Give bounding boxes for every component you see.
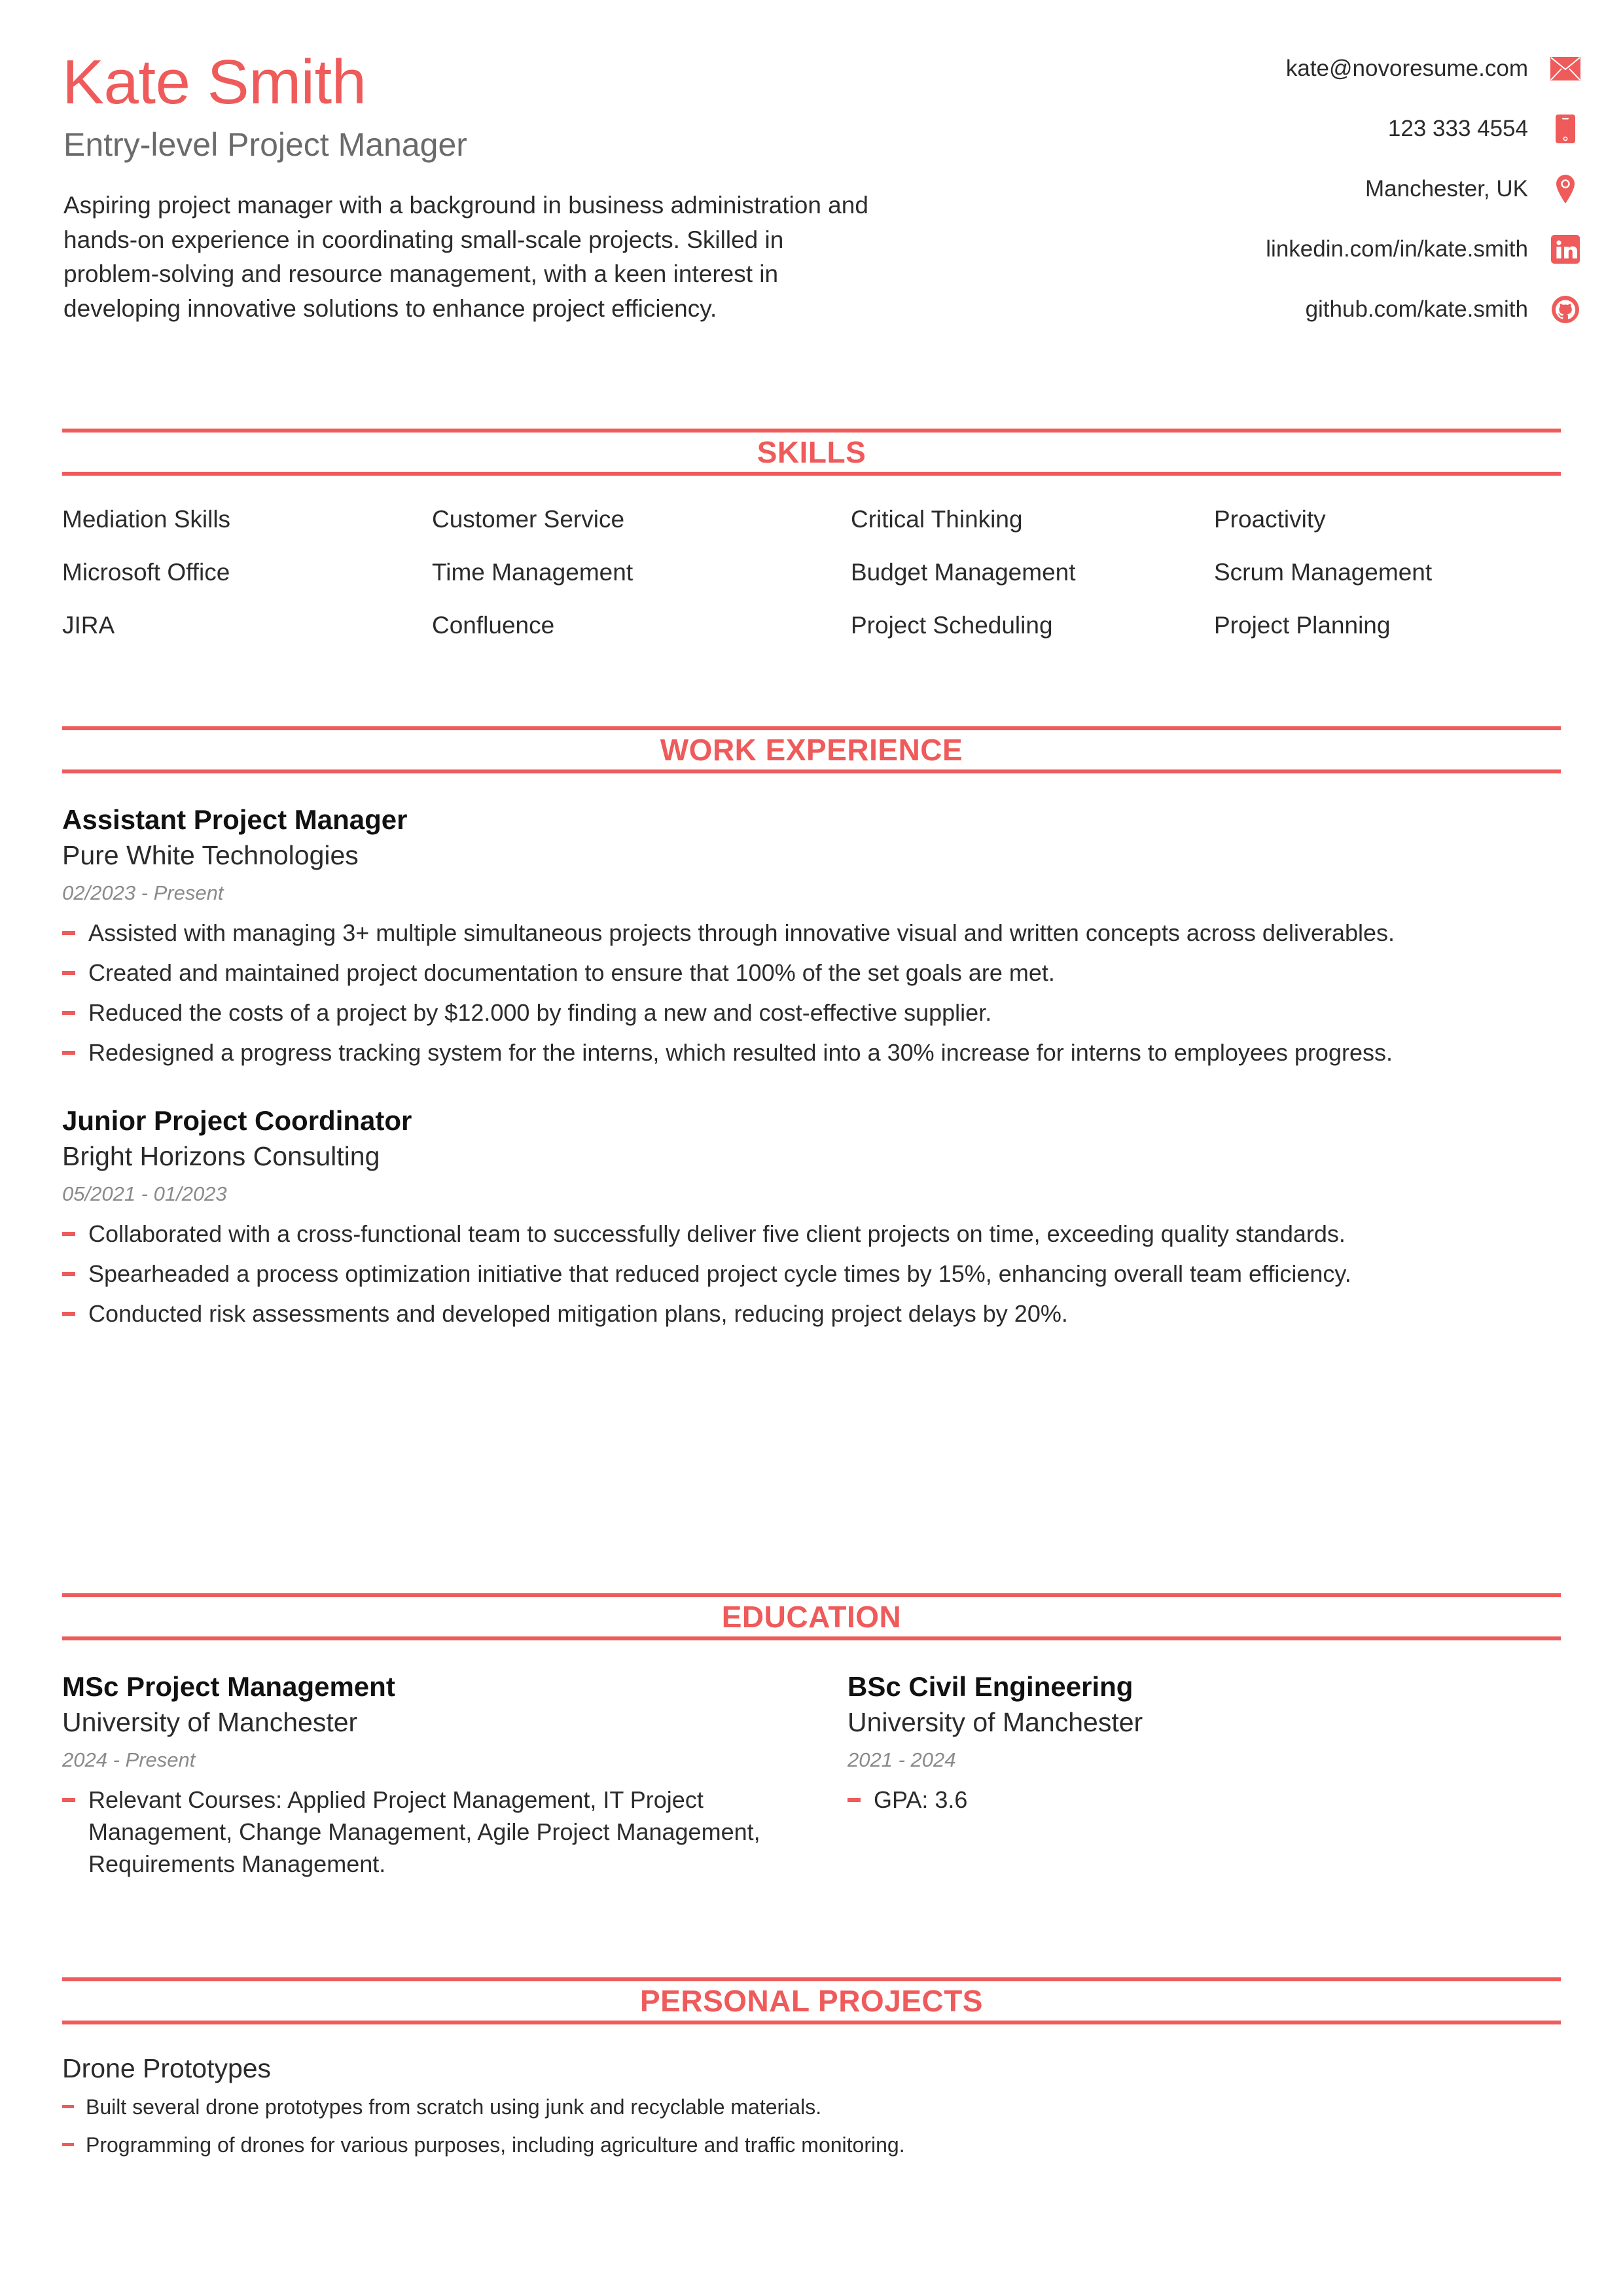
personal-projects-section-header [62,1977,1561,2024]
skill-item: Critical Thinking [851,506,1023,533]
project-bullets [62,2093,1561,2159]
work-entry-company: Pure White Technologies [62,840,359,871]
contact-list [919,52,1580,326]
divider-bottom [62,472,1561,476]
github-icon [1550,294,1580,325]
contact-linkedin-text: linkedin.com/in/kate.smith [1266,236,1528,262]
skill-item: Confluence [432,612,555,639]
professional-summary: Aspiring project manager with a background in business administration and hands-on experience in coordinating small-scale projects. Skilled in problem-solving and resource management, with a keen interest in developing innovative solutions to enhance project efficiency. [63,192,868,322]
work-entry-bullets [62,917,1561,1069]
contact-location-text: Manchester, UK [1365,176,1528,202]
bullet-item: Created and maintained project documentation to ensure that 100% of the set goals are met. [62,957,1561,989]
work-entry-bullets [62,1218,1561,1330]
skill-item: Customer Service [432,506,625,533]
candidate-name: Kate Smith [62,47,366,117]
bullet-item: Collaborated with a cross-functional team to successfully deliver five client projects on time, exceeding quality standards. [62,1218,1561,1250]
skills-title: SKILLS [757,435,866,469]
bullet-item: Built several drone prototypes from scratch using junk and recyclable materials. [62,2093,1561,2122]
bullet-item: Programming of drones for various purposes, including agriculture and traffic monitoring. [62,2131,1561,2160]
work-entry [62,1106,1561,1330]
skill-item: Budget Management [851,559,1076,586]
bullet-item: Redesigned a progress tracking system for the interns, which resulted into a 30% increase for interns to employees progress. [62,1037,1561,1069]
work-experience-title: WORK EXPERIENCE [660,733,963,767]
bullet-item: Assisted with managing 3+ multiple simultaneous projects through innovative visual and written concepts across deliverables. [62,917,1561,949]
contact-item-phone[interactable] [919,113,1580,145]
education-bullets [62,1784,847,1881]
education-title: EDUCATION [721,1600,902,1634]
skills-section-header [62,429,1561,476]
contact-item-linkedin[interactable] [919,233,1580,266]
skill-item: Proactivity [1214,506,1326,533]
divider-top [62,1593,1561,1597]
bullet-item: GPA: 3.6 [847,1784,1561,1816]
work-entry-company: Bright Horizons Consulting [62,1141,380,1172]
work-experience-section-header [62,726,1561,773]
work-entry-title: Junior Project Coordinator [62,1105,412,1137]
resume-header [0,0,1623,393]
contact-email-text: kate@novoresume.com [1285,56,1528,81]
work-entry [62,805,1561,1069]
bullet-item: Relevant Courses: Applied Project Management, IT Project Management, Change Management, Agile Project Management, Requirements Management. [62,1784,782,1881]
contact-github-text: github.com/kate.smith [1305,296,1528,322]
education-degree: BSc Civil Engineering [847,1671,1133,1702]
skill-item: Time Management [432,559,633,586]
divider-bottom [62,2021,1561,2024]
education-section [62,1593,1561,1881]
linkedin-icon [1550,234,1580,264]
divider-bottom [62,769,1561,773]
skills-grid [62,507,1561,637]
bullet-item: Conducted risk assessments and developed mitigation plans, reducing project delays by 20%. [62,1298,1561,1330]
skill-item: Project Planning [1214,612,1391,639]
project-name: Drone Prototypes [62,2053,272,2083]
phone-icon [1550,114,1580,144]
divider-top [62,1977,1561,1981]
email-icon [1550,54,1580,84]
contact-phone-text: 123 333 4554 [1387,116,1528,141]
personal-projects-title: PERSONAL PROJECTS [640,1984,983,2018]
bullet-item: Reduced the costs of a project by $12.000 by finding a new and cost-effective supplier. [62,997,1561,1029]
work-experience-section [62,726,1561,1330]
education-entry [62,1672,847,1881]
education-bullets [847,1784,1561,1816]
education-section-header [62,1593,1561,1640]
skill-item: Microsoft Office [62,559,230,586]
contact-item-github[interactable] [919,293,1580,326]
bullet-item: Spearheaded a process optimization initiative that reduced project cycle times by 15%, enhancing overall team efficiency. [62,1258,1561,1290]
candidate-job-title: Entry-level Project Manager [63,126,467,163]
skill-item: JIRA [62,612,115,639]
education-school: University of Manchester [62,1707,358,1738]
education-date: 2024 - Present [62,1748,196,1772]
education-date: 2021 - 2024 [847,1748,956,1772]
skill-item: Mediation Skills [62,506,231,533]
project-entry [62,2053,1561,2159]
divider-bottom [62,1636,1561,1640]
skills-section [62,429,1561,637]
education-entry [847,1672,1561,1881]
divider-top [62,726,1561,730]
contact-item-location[interactable] [919,173,1580,205]
work-entry-date: 02/2023 - Present [62,881,224,905]
personal-projects-section [62,1977,1561,2168]
work-entry-title: Assistant Project Manager [62,804,408,835]
education-columns [62,1672,1561,1881]
skill-item: Project Scheduling [851,612,1053,639]
skill-item: Scrum Management [1214,559,1433,586]
work-entry-date: 05/2021 - 01/2023 [62,1182,227,1206]
education-school: University of Manchester [847,1707,1143,1738]
divider-top [62,429,1561,433]
education-degree: MSc Project Management [62,1671,395,1702]
location-pin-icon [1550,174,1580,204]
contact-item-email[interactable] [919,52,1580,85]
